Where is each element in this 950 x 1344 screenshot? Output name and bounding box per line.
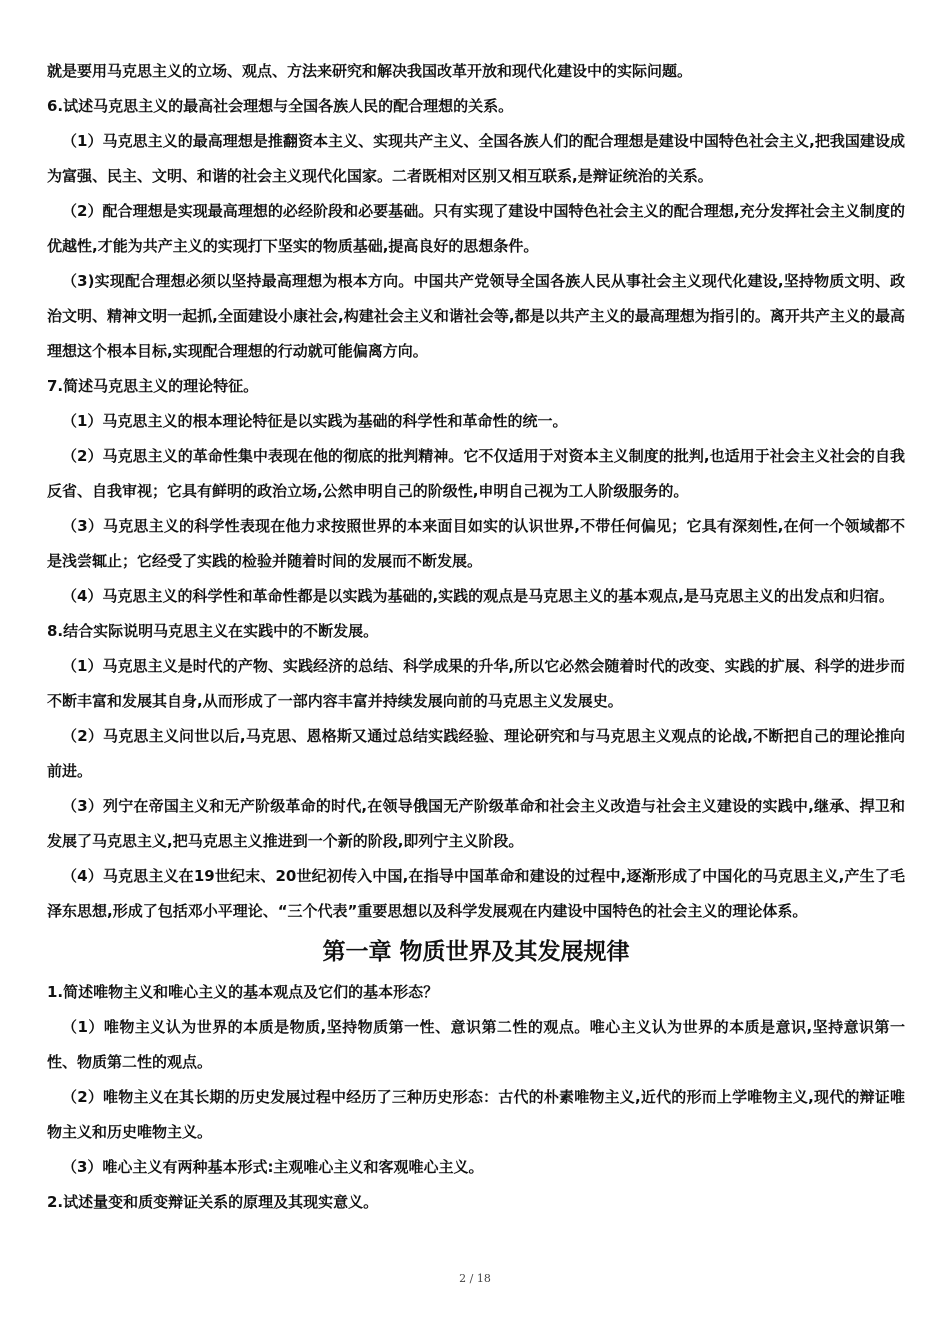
question-7-point-2: （2）马克思主义的革命性集中表现在他的彻底的批判精神。它不仅适用于对资本主义制度的批判,也适用于社会主义社会的自我反省、自我审视；它具有鲜明的政治立场,公然申明自己的阶级性,申明自己视为工人阶级服务的。 xyxy=(47,447,905,500)
question-6-point-2: （2）配合理想是实现最高理想的必经阶段和必要基础。只有实现了建设中国特色社会主义的配合理想,充分发挥社会主义制度的优越性,才能为共产主义的实现打下坚实的物质基础,提高良好的思想条件。 xyxy=(47,202,905,255)
chapter1-question-1-point-1: （1）唯物主义认为世界的本质是物质,坚持物质第一性、意识第二性的观点。唯心主义认为世界的本质是意识,坚持意识第一性、物质第二性的观点。 xyxy=(47,1018,905,1071)
chapter1-question-2-title: 2.试述量变和质变辩证关系的原理及其现实意义。 xyxy=(47,1193,379,1211)
page-number: 2 / 18 xyxy=(459,1272,491,1285)
paragraph-continuation: 就是要用马克思主义的立场、观点、方法来研究和解决我国改革开放和现代化建设中的实际问题。 xyxy=(47,62,693,80)
question-7-title: 7.简述马克思主义的理论特征。 xyxy=(47,377,259,395)
question-7-point-4: （4）马克思主义的科学性和革命性都是以实践为基础的,实践的观点是马克思主义的基本观点,是马克思主义的出发点和归宿。 xyxy=(62,587,894,605)
question-8-point-1: （1）马克思主义是时代的产物、实践经济的总结、科学成果的升华,所以它必然会随着时代的改变、实践的扩展、科学的进步而不断丰富和发展其自身,从而形成了一部内容丰富并持续发展向前的马克思主义发展史。 xyxy=(47,657,905,710)
question-6-point-1: （1）马克思主义的最高理想是推翻资本主义、实现共产主义、全国各族人们的配合理想是建设中国特色社会主义,把我国建设成为富强、民主、文明、和谐的社会主义现代化国家。二者既相对区别又相互联系,是辩证统治的关系。 xyxy=(47,132,905,185)
question-8-point-2: （2）马克思主义问世以后,马克思、恩格斯又通过总结实践经验、理论研究和与马克思主义观点的论战,不断把自己的理论推向前进。 xyxy=(47,727,905,780)
question-8-point-4: （4）马克思主义在19世纪末、20世纪初传入中国,在指导中国革命和建设的过程中,逐渐形成了中国化的马克思主义,产生了毛泽东思想,形成了包括邓小平理论、“三个代表”重要思想以及科学发展观在内建设中国特色的社会主义的理论体系。 xyxy=(47,867,905,920)
question-8-title: 8.结合实际说明马克思主义在实践中的不断发展。 xyxy=(47,622,379,640)
chapter1-question-1-point-2: （2）唯物主义在其长期的历史发展过程中经历了三种历史形态：古代的朴素唯物主义,近代的形而上学唯物主义,现代的辩证唯物主义和历史唯物主义。 xyxy=(47,1088,905,1141)
chapter1-question-1-title: 1.简述唯物主义和唯心主义的基本观点及它们的基本形态？ xyxy=(47,983,439,1001)
document-body xyxy=(47,54,905,1220)
question-6-title: 6.试述马克思主义的最高社会理想与全国各族人民的配合理想的关系。 xyxy=(47,97,514,115)
chapter-heading: 第一章 物质世界及其发展规律 xyxy=(322,939,630,965)
question-7-point-3: （3）马克思主义的科学性表现在他力求按照世界的本来面目如实的认识世界,不带任何偏见；它具有深刻性,在何一个领域都不是浅尝辄止；它经受了实践的检验并随着时间的发展而不断发展。 xyxy=(47,517,905,570)
question-6-point-3: （3)实现配合理想必须以坚持最高理想为根本方向。中国共产党领导全国各族人民从事社会主义现代化建设,坚持物质文明、政治文明、精神文明一起抓,全面建设小康社会,构建社会主义和谐社会等,都是以共产主义的最高理想为指引的。离开共产主义的最高理想这个根本目标,实现配合理想的行动就可能偏离方向。 xyxy=(47,272,905,360)
question-8-point-3: （3）列宁在帝国主义和无产阶级革命的时代,在领导俄国无产阶级革命和社会主义改造与社会主义建设的实践中,继承、捍卫和发展了马克思主义,把马克思主义推进到一个新的阶段,即列宁主义阶段。 xyxy=(47,797,905,850)
question-7-point-1: （1）马克思主义的根本理论特征是以实践为基础的科学性和革命性的统一。 xyxy=(62,412,568,430)
chapter1-question-1-point-3: （3）唯心主义有两种基本形式:主观唯心主义和客观唯心主义。 xyxy=(62,1158,484,1176)
